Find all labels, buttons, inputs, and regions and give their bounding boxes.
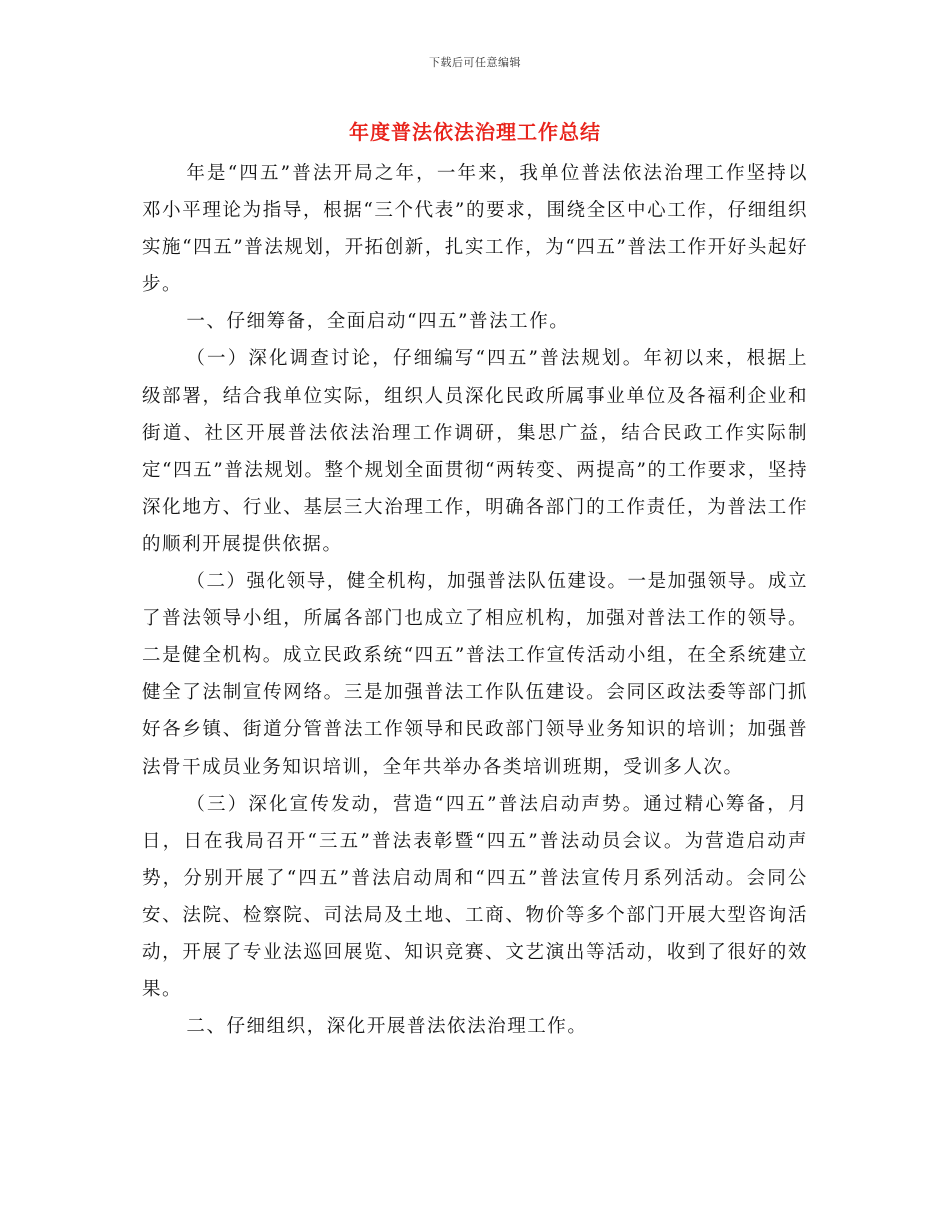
paragraph-subsection-2: （二）强化领导，健全机构，加强普法队伍建设。一是加强领导。成立了普法领导小组，所属各部门也成立了相应机构，加强对普法工作的领导。二是健全机构。成立民政系统“四五”普法工作宣传活动小组，在全系统建立健全了法制宣传网络。三是加强普法工作队伍建设。会同区政法委等部门抓好各乡镇、街道分管普法工作领导和民政部门领导业务知识的培训；加强普法骨干成员业务知识培训，全年共举办各类培训班期，受训多人次。 — [142, 571, 808, 778]
page-header: 下载后可任意编辑 — [429, 56, 521, 69]
paragraph-subsection-1: （一）深化调查讨论，仔细编写“四五”普法规划。年初以来，根据上级部署，结合我单位实际，组织人员深化民政所属事业单位及各福利企业和街道、社区开展普法依法治理工作调研，集思广益，结合民政工作实际制定“四五”普法规划。整个规划全面贯彻“两转变、两提高”的工作要求，坚持深化地方、行业、基层三大治理工作，明确各部门的工作责任，为普法工作的顺利开展提供依据。 — [142, 348, 808, 555]
paragraph-subsection-3: （三）深化宣传发动，营造“四五”普法启动声势。通过精心筹备，月日，日在我局召开“三五”普法表彰暨“四五”普法动员会议。为营造启动声势，分别开展了“四五”普法启动周和“四五”普法宣传月系列活动。会同公安、法院、检察院、司法局及土地、工商、物价等多个部门开展大型咨询活动，开展了专业法巡回展览、知识竞赛、文艺演出等活动，收到了很好的效果。 — [142, 793, 808, 1001]
paragraph-intro: 年是“四五”普法开局之年，一年来，我单位普法依法治理工作坚持以邓小平理论为指导，根据“三个代表”的要求，围绕全区中心工作，仔细组织实施“四五”普法规划，开拓创新，扎实工作，为“四五”普法工作开好头起好步。 — [142, 163, 808, 296]
section-heading-2: 二、仔细组织，深化开展普法依法治理工作。 — [186, 1016, 588, 1038]
section-heading-1: 一、仔细筹备，全面启动“四五”普法工作。 — [186, 311, 570, 333]
document-title: 年度普法依法治理工作总结 — [349, 120, 601, 144]
document-body — [142, 155, 808, 1045]
